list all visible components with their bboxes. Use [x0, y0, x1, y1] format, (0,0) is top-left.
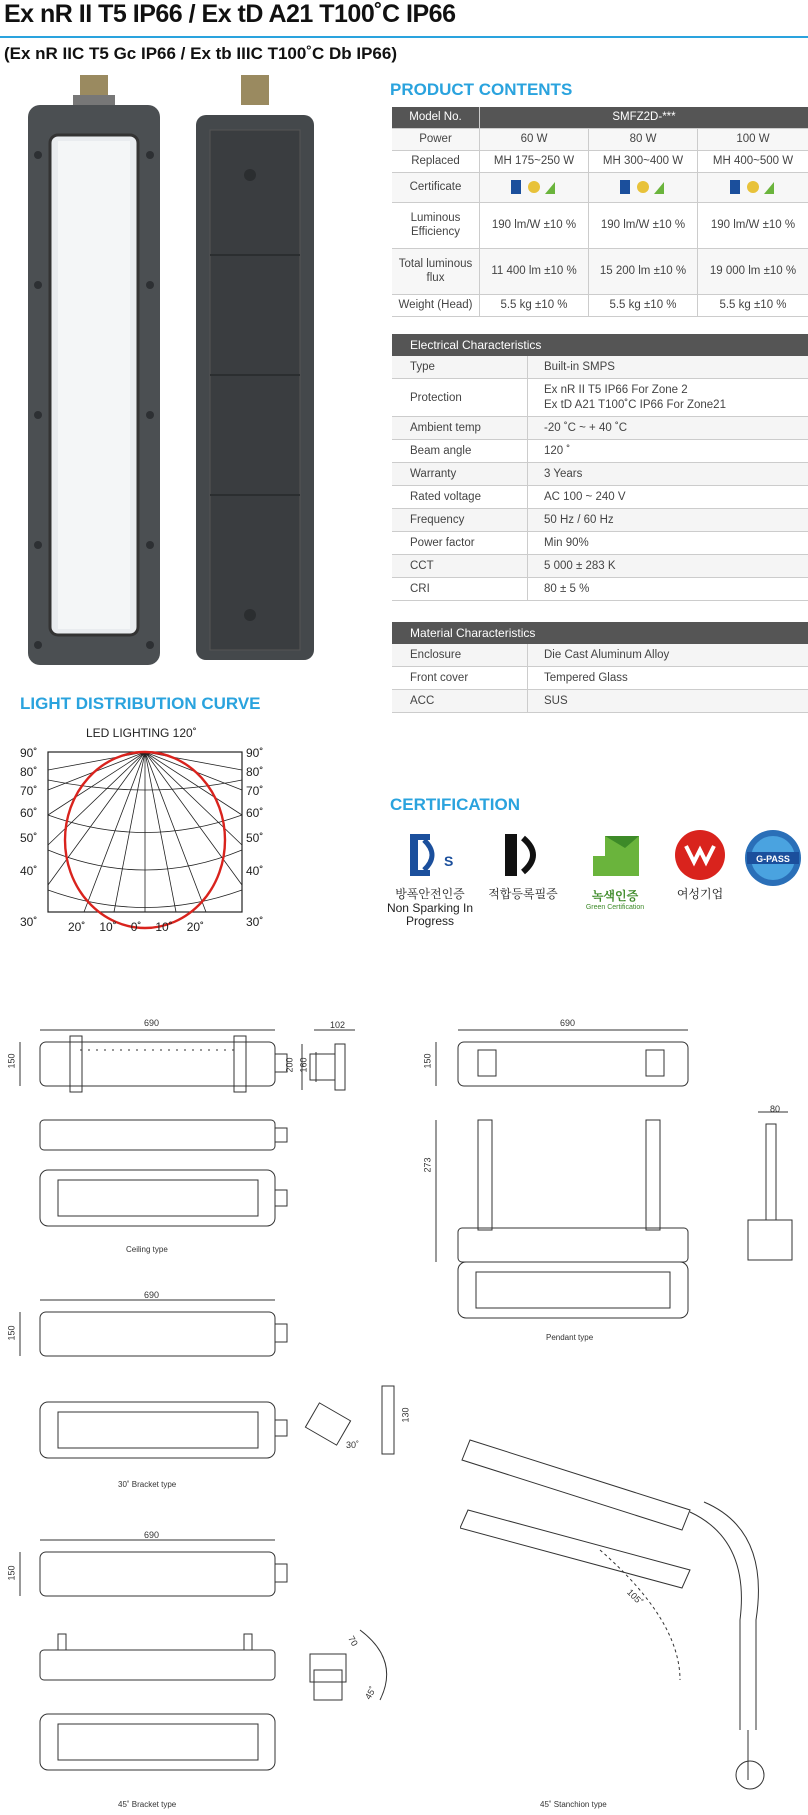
electrical-table: [392, 334, 808, 601]
dim-pendant-273: 273: [422, 1157, 433, 1173]
table-row: [392, 667, 808, 690]
gpass-logo-icon: [743, 828, 803, 888]
curve-bottom-labels: [68, 920, 204, 934]
angle-label: 90˚: [20, 746, 38, 760]
cell: 5.5 kg ±10 %: [480, 295, 589, 316]
angle-label: 30˚: [246, 915, 264, 929]
table-row: [392, 249, 808, 295]
cell: 5.5 kg ±10 %: [589, 295, 698, 316]
row-label: Certificate: [392, 173, 480, 202]
dim-b30-130: 130: [400, 1407, 411, 1423]
product-contents-table: [392, 107, 808, 317]
row-label: Rated voltage: [392, 486, 528, 508]
cert-name: 방폭안전인증: [395, 887, 465, 901]
angle-label: 0˚: [130, 920, 142, 934]
page-subtitle: (Ex nR IIC T5 Gc IP66 / Ex tb IIIC T100˚C Db IP66): [4, 44, 397, 63]
cert-kcs: [382, 828, 478, 928]
angle-label: 60˚: [20, 806, 38, 820]
row-label: Weight (Head): [392, 295, 480, 316]
row-value: -20 ˚C ~ + 40 ˚C: [544, 421, 628, 434]
dim-ceiling-160: 160: [298, 1057, 309, 1073]
row-value: 3 Years: [544, 467, 583, 480]
drawing-stanchion-type: [460, 1420, 800, 1805]
cert-sub: Green Certification: [585, 904, 645, 911]
table-row: [392, 173, 808, 203]
dim-b45-150: 150: [6, 1565, 17, 1581]
product-contents-heading: PRODUCT CONTENTS: [390, 80, 573, 99]
cert-green: [572, 826, 658, 911]
drawing-bracket30-type: [10, 1290, 410, 1480]
angle-label: 50˚: [20, 831, 38, 845]
table-row: [392, 486, 808, 509]
dim-ceiling-200: 200: [284, 1057, 295, 1073]
table-row: [392, 644, 808, 667]
cell: 100 W: [736, 132, 770, 145]
row-label: Luminous Efficiency: [392, 203, 480, 248]
row-label: CCT: [392, 555, 528, 577]
material-rows: [392, 644, 808, 713]
row-label: Frequency: [392, 509, 528, 531]
caption-bracket30: 30˚ Bracket type: [118, 1480, 177, 1489]
certificate-icons: [589, 173, 698, 202]
svg-text:S: S: [444, 853, 454, 869]
certificate-icons: [480, 173, 589, 202]
curve-right-labels: [246, 744, 263, 932]
gpass-text: G-PASS: [756, 854, 790, 864]
product-photo-back: [186, 75, 326, 675]
row-label: Type: [392, 356, 528, 378]
cell: 190 lm/W ±10 %: [480, 203, 589, 248]
row-value-line2: Ex tD A21 T100˚C IP66 For Zone21: [544, 398, 726, 411]
angle-label: 10˚: [155, 920, 173, 934]
table-row: [392, 463, 808, 486]
dim-b45-70: 70: [346, 1634, 360, 1648]
kcs-logo-icon: [400, 828, 460, 882]
material-heading: Material Characteristics: [392, 622, 808, 644]
angle-label: 90˚: [246, 746, 264, 760]
cert-name: 여성기업: [676, 887, 724, 901]
row-label: Beam angle: [392, 440, 528, 462]
kc-logo-icon: [493, 828, 553, 882]
row-value: 50 Hz / 60 Hz: [544, 513, 614, 526]
row-value: Built-in SMPS: [544, 360, 615, 373]
drawing-ceiling-type: [10, 1020, 370, 1260]
cert-name: 녹색인증: [591, 889, 639, 903]
row-value: Tempered Glass: [544, 671, 628, 684]
row-value: SUS: [544, 694, 568, 707]
table-header-row: [392, 107, 808, 129]
dim-stanchion-105: 105˚: [625, 1587, 645, 1607]
dim-b45-45: 45˚: [362, 1684, 379, 1702]
women-enterprise-icon: [670, 828, 730, 882]
cert-name: 적합등록필증: [488, 887, 558, 901]
row-label: Ambient temp: [392, 417, 528, 439]
cert-gpass: [740, 828, 806, 891]
row-value: 80 ± 5 %: [544, 582, 590, 595]
cell: 5.5 kg ±10 %: [719, 298, 787, 311]
certification-heading: CERTIFICATION: [390, 795, 521, 814]
dim-ceiling-690: 690: [144, 1018, 160, 1028]
row-value: Ex nR II T5 IP66 For Zone 2: [544, 383, 688, 396]
cell: MH 175~250 W: [480, 151, 589, 172]
drawing-bracket45-type: [10, 1530, 410, 1800]
dim-b30-150: 150: [6, 1325, 17, 1341]
dim-pendant-150: 150: [422, 1053, 433, 1069]
cell: 60 W: [480, 129, 589, 150]
curve-left-labels: [20, 744, 37, 932]
table-row: [392, 690, 808, 713]
angle-label: 40˚: [20, 864, 38, 878]
table-row: [392, 417, 808, 440]
row-label: Replaced: [392, 151, 480, 172]
angle-label: 50˚: [246, 831, 264, 845]
angle-label: 10˚: [99, 920, 117, 934]
certificate-icons: [698, 173, 808, 202]
row-value: 120 ˚: [544, 444, 571, 457]
angle-label: 60˚: [246, 806, 264, 820]
dim-pendant-80: 80: [770, 1104, 781, 1114]
page-title: Ex nR II T5 IP66 / Ex tD A21 T100˚C IP66: [4, 0, 456, 28]
dim-ceiling-150: 150: [6, 1053, 17, 1069]
product-photo-front: [18, 75, 168, 675]
model-label: Model No.: [392, 107, 480, 128]
angle-label: 30˚: [20, 915, 38, 929]
cell: 80 W: [589, 129, 698, 150]
light-curve-heading: LIGHT DISTRIBUTION CURVE: [20, 694, 261, 713]
row-value: AC 100 ~ 240 V: [544, 490, 626, 503]
electrical-heading: Electrical Characteristics: [392, 334, 808, 356]
angle-label: 70˚: [20, 784, 38, 798]
cell: 15 200 lm ±10 %: [589, 249, 698, 294]
electrical-rows: [392, 356, 808, 601]
table-row: [392, 578, 808, 601]
table-row: [392, 129, 808, 151]
angle-label: 70˚: [246, 784, 264, 798]
dim-ceiling-102: 102: [330, 1020, 346, 1030]
caption-ceiling: Ceiling type: [126, 1245, 168, 1254]
dim-b30-30: 30˚: [346, 1440, 360, 1450]
table-row: [392, 555, 808, 578]
table-row: [392, 151, 808, 173]
model-value: SMFZ2D-***: [612, 110, 676, 123]
row-label: Total luminous flux: [392, 249, 480, 294]
cell: 19 000 lm ±10 %: [709, 264, 797, 277]
table-row: [392, 440, 808, 463]
caption-stanchion: 45˚ Stanchion type: [540, 1800, 607, 1809]
dim-pendant-690: 690: [560, 1018, 576, 1028]
title-divider: [0, 36, 808, 38]
row-label: Protection: [392, 379, 528, 416]
table-row: [392, 356, 808, 379]
table-row: [392, 532, 808, 555]
cert-sub: Non Sparking In Progress: [386, 901, 474, 928]
row-value: Die Cast Aluminum Alloy: [544, 648, 670, 661]
cell: 11 400 lm ±10 %: [480, 249, 589, 294]
caption-bracket45: 45˚ Bracket type: [118, 1800, 177, 1809]
angle-label: 80˚: [246, 765, 264, 779]
light-curve-title: LED LIGHTING 120˚: [86, 726, 197, 740]
angle-label: 40˚: [246, 864, 264, 878]
table-row: [392, 203, 808, 249]
angle-label: 20˚: [186, 920, 205, 934]
row-label: Enclosure: [392, 644, 528, 666]
drawing-pendant-type: [418, 1020, 808, 1320]
row-label: Power factor: [392, 532, 528, 554]
polar-curve: [14, 740, 276, 940]
row-label: Front cover: [392, 667, 528, 689]
green-cert-icon: [585, 826, 645, 884]
material-table: [392, 622, 808, 713]
row-label: Warranty: [392, 463, 528, 485]
cert-women: [664, 828, 736, 902]
row-label: ACC: [392, 690, 528, 712]
angle-label: 20˚: [68, 920, 86, 934]
row-value: 5 000 ± 283 K: [544, 559, 616, 572]
cell: MH 300~400 W: [589, 151, 698, 172]
row-label: Power: [392, 129, 480, 150]
table-row: [392, 295, 808, 317]
dim-b45-690: 690: [144, 1530, 160, 1540]
row-label: CRI: [392, 578, 528, 600]
table-row: [392, 509, 808, 532]
table-row: [392, 379, 808, 417]
cell: 190 lm/W ±10 %: [710, 218, 796, 231]
row-value: Min 90%: [544, 536, 589, 549]
angle-label: 80˚: [20, 765, 38, 779]
cell: MH 400~500 W: [712, 154, 794, 167]
dim-b30-690: 690: [144, 1290, 160, 1300]
caption-pendant: Pendant type: [546, 1333, 594, 1342]
cell: 190 lm/W ±10 %: [589, 203, 698, 248]
cert-kc: [480, 828, 566, 902]
